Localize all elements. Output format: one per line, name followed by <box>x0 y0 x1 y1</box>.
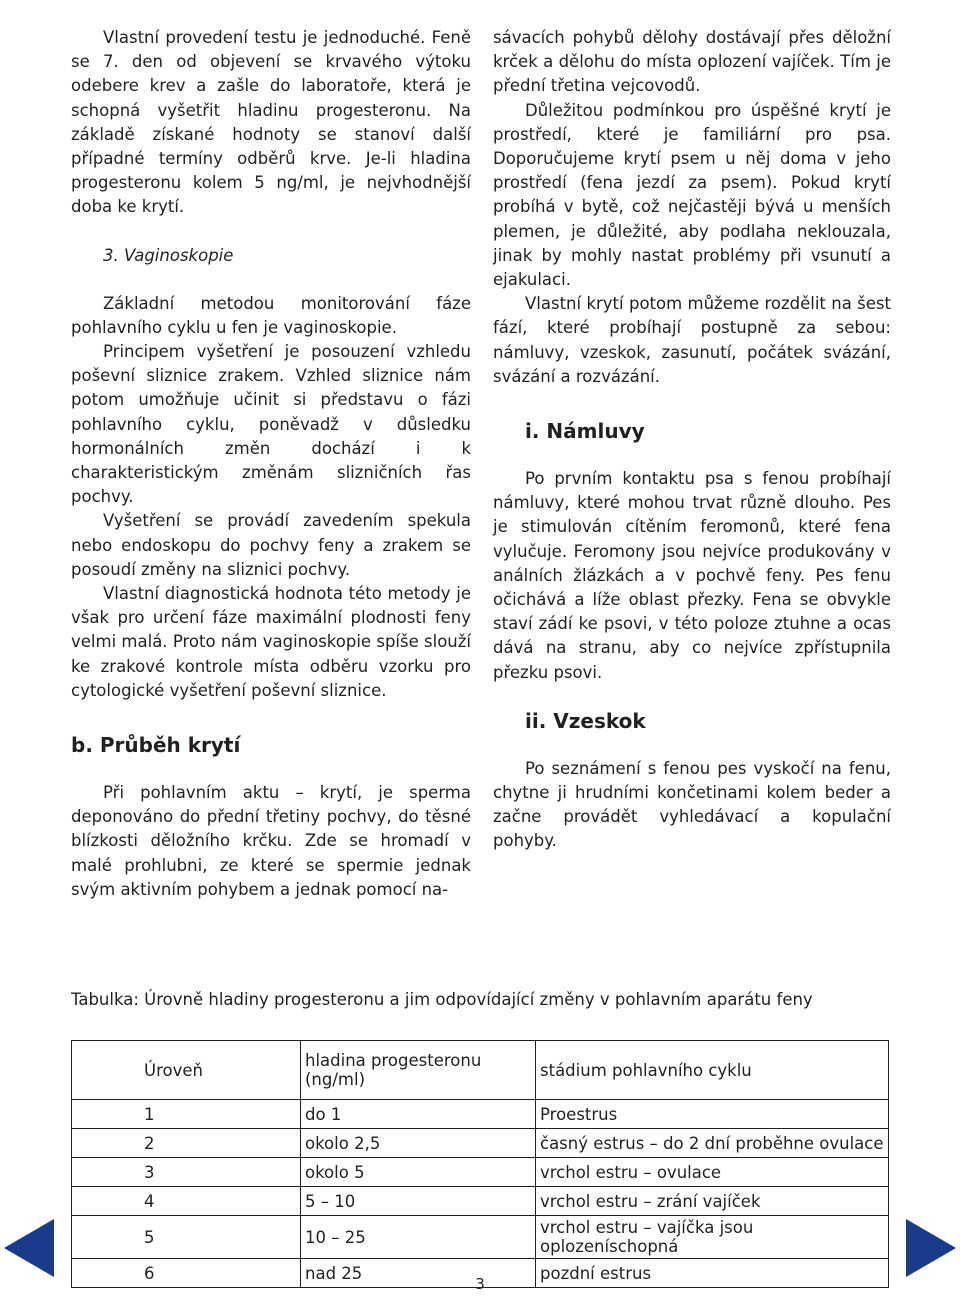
table-row <box>72 1216 889 1259</box>
paragraph-faze-kryti: Vlastní krytí potom můžeme rozdělit na šest fází, které probíhají postupně za sebou: námluvy, vzeskok, zasunutí, počátek svázání, svázání a rozvázání. <box>493 294 891 386</box>
cell-progesterone: okolo 2,5 <box>301 1129 536 1158</box>
prev-page-shape[interactable] <box>4 1219 54 1277</box>
table-caption: Tabulka: Úrovně hladiny progesteronu a jim odpovídající změny v pohlavním aparátu feny <box>71 990 813 1009</box>
table-header-row <box>72 1041 889 1100</box>
table-row <box>72 1187 889 1216</box>
header-hladina: hladina progesteronu (ng/ml) <box>301 1041 536 1100</box>
cell-level: 4 <box>72 1187 301 1216</box>
paragraph-test-procedure: Vlastní provedení testu je jednoduché. Feně se 7. den od objevení se krvavého výtoku odebere krev a zašle do laboratoře, která je schopná vyšetřit hladinu progesteronu. Na základě získané hodnoty se stanoví další případné termíny odběrů krve. Je-li hladina progesteronu kolem 5 ng/ml, je nejvhodnější doba ke krytí. <box>71 28 471 217</box>
cell-stage: pozdní estrus <box>536 1259 889 1288</box>
cell-progesterone: okolo 5 <box>301 1158 536 1187</box>
left-column <box>71 26 471 902</box>
header-stadium: stádium pohlavního cyklu <box>536 1041 889 1100</box>
triangle-right-icon[interactable] <box>904 1217 960 1279</box>
page-number: 3 <box>475 1275 485 1293</box>
table-row <box>72 1100 889 1129</box>
cell-stage: vrchol estru – vajíčka jsou oplozeníschopná <box>536 1216 889 1259</box>
triangle-left-icon[interactable] <box>0 1217 56 1279</box>
cell-level: 2 <box>72 1129 301 1158</box>
paragraph-vaginoskopie-intro: Základní metodou monitorování fáze pohlavního cyklu u fen je vaginoskopie. <box>71 293 471 337</box>
heading-namluvy: i. Námluvy <box>525 419 645 444</box>
paragraph-vaginoskopie-method: Vyšetření se provádí zavedením spekula nebo endoskopu do pochvy feny a zrakem se posoudí změny na sliznici pochvy. <box>71 511 471 579</box>
cell-progesterone: 5 – 10 <box>301 1187 536 1216</box>
progesterone-table <box>71 1040 889 1288</box>
cell-progesterone: nad 25 <box>301 1259 536 1288</box>
cell-progesterone: 10 – 25 <box>301 1216 536 1259</box>
header-uroven: Úroveň <box>72 1041 301 1100</box>
cell-stage: vrchol estru – zrání vajíček <box>536 1187 889 1216</box>
paragraph-namluvy: Po prvním kontaktu psa s fenou probíhají námluvy, které mohou trvat různě dlouho. Pes je stimulován cítěním feromonů, které fena vylučuje. Feromony jsou nejvíce produkovány v análních žlázkách a v pochvě feny. Pes fenu očichává a líže oblast přezky. Fena se obvykle staví zádí ke psovi, v této poloze ztuhne a ocas dává na stranu, aby co nejvíce zpřístupnila přezku psovi. <box>493 469 891 682</box>
cell-level: 5 <box>72 1216 301 1259</box>
paragraph-pohlavni-akt: Při pohlavním aktu – krytí, je sperma deponováno do přední třetiny pochvy, do těsné blízkosti děložního krčku. Zde se hromadí v malé prohlubni, ze které se spermie jednak svým aktivním pohybem a jednak pomocí na- <box>71 783 471 899</box>
table-row <box>72 1158 889 1187</box>
cell-level: 1 <box>72 1100 301 1129</box>
table-row <box>72 1129 889 1158</box>
paragraph-vaginoskopie-principle: Principem vyšetření je posouzení vzhledu poševní sliznice zrakem. Vzhled sliznice nám potom umožňuje učinit si představu o fázi pohlavního cyklu, poněvadž v důsledku hormonálních změn dochází i k charakteristickým změnám slizničních řas pochvy. <box>71 342 471 507</box>
cell-stage: Proestrus <box>536 1100 889 1129</box>
paragraph-continuation: sávacích pohybů dělohy dostávají přes děložní krček a dělohu do místa oplození vajíček. Tím je přední třetina vejcovodů. <box>493 28 891 96</box>
heading-vaginoskopie: 3. Vaginoskopie <box>103 245 234 265</box>
paragraph-vaginoskopie-value: Vlastní diagnostická hodnota této metody je však pro určení fáze maximální plodnosti feny velmi malá. Proto nám vaginoskopie spíše slouží ke zrakové kontrole místa odběru vzorku pro cytologické vyšetření poševní sliznice. <box>71 584 471 700</box>
cell-level: 6 <box>72 1259 301 1288</box>
heading-vzeskok: ii. Vzeskok <box>525 708 646 733</box>
cell-level: 3 <box>72 1158 301 1187</box>
cell-progesterone: do 1 <box>301 1100 536 1129</box>
cell-stage: vrchol estru – ovulace <box>536 1158 889 1187</box>
paragraph-vzeskok: Po seznámení s fenou pes vyskočí na fenu, chytne ji hrudními končetinami kolem beder a začne provádět vyhledávací a kopulační pohyby. <box>493 758 891 851</box>
paragraph-prostredi: Důležitou podmínkou pro úspěšné krytí je prostředí, které je familiární pro psa. Doporučujeme krytí psem u něj doma v jeho prostředí (fena jezdí za psem). Pokud krytí probíhá v bytě, což nejčastěji bývá u menších plemen, je důležité, aby podlaha neklouzala, jinak by mohly nastat problémy při vsunutí a ejakulaci. <box>493 100 891 290</box>
heading-prubeh-kryti: b. Průběh krytí <box>71 733 241 758</box>
right-column <box>493 26 891 854</box>
next-page-shape[interactable] <box>906 1219 956 1277</box>
cell-stage: časný estrus – do 2 dní proběhne ovulace <box>536 1129 889 1158</box>
